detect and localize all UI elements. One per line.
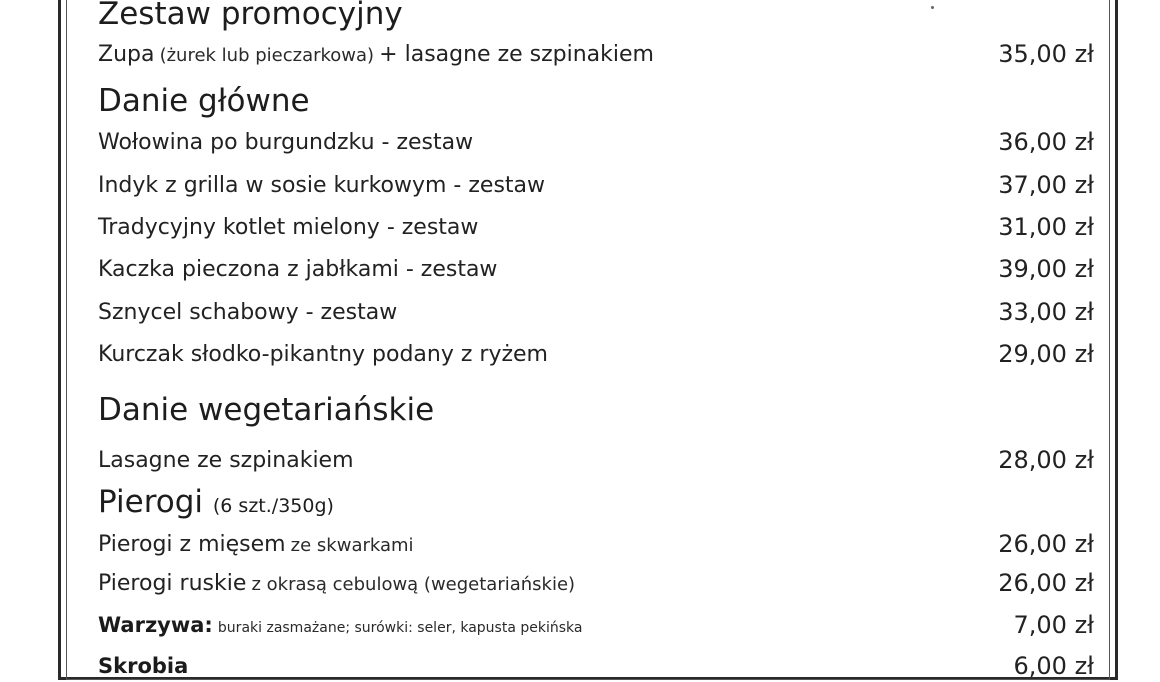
menu-item-rest-text: + lasagne ze szpinakiem bbox=[379, 41, 654, 67]
menu-item-price: 29,00 zł bbox=[998, 340, 1094, 368]
menu-item bbox=[98, 169, 1094, 201]
menu-item-extra: (żurek lub pieczarkowa) bbox=[159, 44, 375, 66]
menu-item-price: 36,00 zł bbox=[998, 128, 1094, 156]
menu-item-price: 26,00 zł bbox=[998, 569, 1094, 597]
section-title-vege: Danie wegetariańskie bbox=[98, 392, 435, 428]
menu-item-name bbox=[98, 532, 414, 557]
menu-item-name: Sznycel schabowy - zestaw bbox=[98, 299, 398, 325]
section-title-promo: Zestaw promocyjny bbox=[98, 0, 403, 32]
menu-item-main-text: Skrobia bbox=[98, 654, 189, 678]
menu-item-price: 7,00 zł bbox=[1013, 611, 1094, 639]
menu-item-name bbox=[98, 613, 582, 637]
section-title-pierogi bbox=[98, 485, 334, 523]
menu-item-price: 37,00 zł bbox=[998, 171, 1094, 199]
section-title-text: Pierogi bbox=[98, 484, 204, 520]
menu-item-price: 39,00 zł bbox=[998, 255, 1094, 283]
menu-item-extra: ze skwarkami bbox=[290, 534, 414, 556]
menu-item-name: Wołowina po burgundzku - zestaw bbox=[98, 129, 474, 155]
menu-item-name: Lasagne ze szpinakiem bbox=[98, 447, 354, 473]
menu-item-name bbox=[98, 42, 654, 67]
menu-item-main-text: Pierogi ruskie bbox=[98, 570, 247, 596]
menu-item bbox=[98, 567, 1094, 599]
menu-item-side bbox=[98, 650, 1094, 682]
section-title-note: (6 szt./350g) bbox=[212, 495, 334, 517]
menu-item bbox=[98, 253, 1094, 285]
menu-item-name bbox=[98, 571, 575, 596]
menu-item-main-text: Warzywa: bbox=[98, 613, 213, 637]
menu-item-name: Kurczak słodko-pikantny podany z ryżem bbox=[98, 341, 548, 367]
menu-item-price: 28,00 zł bbox=[998, 446, 1094, 474]
menu-item bbox=[98, 211, 1094, 243]
menu-item-main-text: Pierogi z mięsem bbox=[98, 531, 286, 557]
menu-item bbox=[98, 444, 1094, 476]
menu-item bbox=[98, 338, 1094, 370]
menu-item-side bbox=[98, 609, 1094, 641]
menu-item-extra: buraki zasmażane; surówki: seler, kapusta pekińska bbox=[217, 620, 583, 636]
menu-item-main-text: Zupa bbox=[98, 41, 155, 67]
menu-item-price: 6,00 zł bbox=[1013, 652, 1094, 680]
menu-item-price: 31,00 zł bbox=[998, 213, 1094, 241]
menu-item-name: Kaczka pieczona z jabłkami - zestaw bbox=[98, 256, 498, 282]
speck bbox=[931, 6, 934, 9]
menu-item-price: 35,00 zł bbox=[998, 40, 1094, 68]
menu-item-promo bbox=[98, 38, 1094, 70]
menu-item-name: Indyk z grilla w sosie kurkowym - zestaw bbox=[98, 172, 546, 198]
menu-item bbox=[98, 528, 1094, 560]
section-title-main: Danie główne bbox=[98, 83, 310, 119]
menu-item-name bbox=[98, 654, 188, 678]
menu-item bbox=[98, 126, 1094, 158]
menu-item-name: Tradycyjny kotlet mielony - zestaw bbox=[98, 214, 479, 240]
menu-item-price: 33,00 zł bbox=[998, 298, 1094, 326]
menu-item bbox=[98, 296, 1094, 328]
menu-item-price: 26,00 zł bbox=[998, 530, 1094, 558]
menu-item-extra: z okrasą cebulową (wegetariańskie) bbox=[251, 573, 576, 595]
